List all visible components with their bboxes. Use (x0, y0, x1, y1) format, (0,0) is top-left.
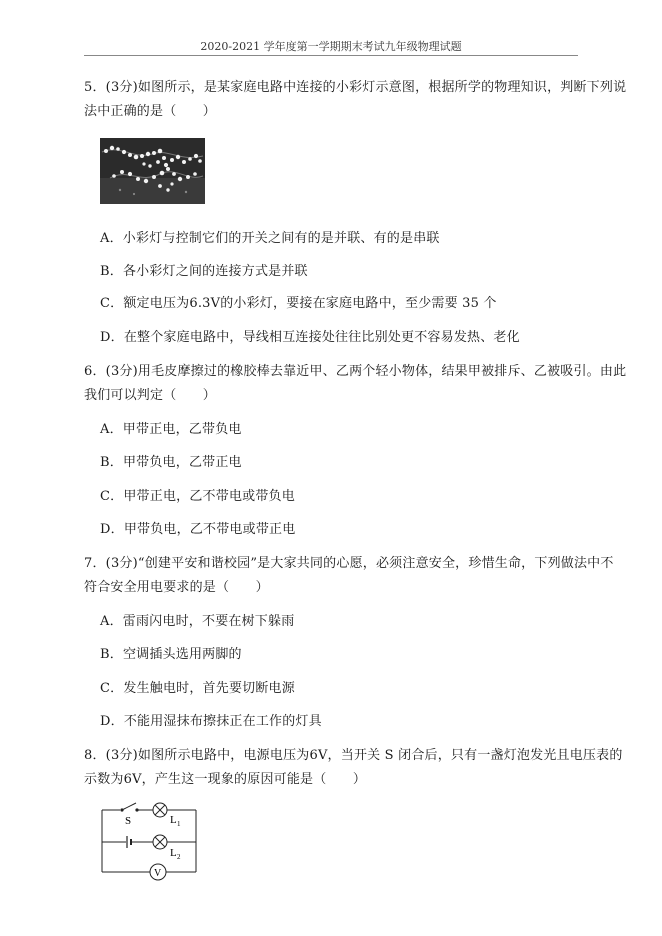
lamp-l2-subscript: 2 (177, 853, 181, 861)
switch-label: S (125, 815, 132, 827)
question-7-option-b: B．空调插头选用两脚的 (100, 647, 242, 662)
question-6-option-c: C．甲带正电，乙不带电或带负电 (100, 489, 295, 504)
question-5-stem-line1: 5．(3分)如图所示，是某家庭电路中连接的小彩灯示意图，根据所学的物理知识，判断下列说 (84, 80, 627, 95)
question-6-stem-line1: 6．(3分)用毛皮摩擦过的橡胶棒去靠近甲、乙两个轻小物体，结果甲被排斥、乙被吸引。由此 (84, 364, 627, 379)
question-6-option-b: B．甲带负电，乙带正电 (100, 455, 242, 470)
question-7-option-a: A．雷雨闪电时，不要在树下躲雨 (100, 614, 295, 629)
lamp-l1-subscript: 1 (177, 820, 181, 828)
question-8-stem-line1: 8．(3分)如图所示电路中，电源电压为6V，当开关 S 闭合后，只有一盏灯泡发光且电压表的 (84, 748, 623, 763)
question-5-option-b: B．各小彩灯之间的连接方式是并联 (100, 264, 308, 279)
question-6-option-d: D．甲带负电，乙不带电或带正电 (100, 522, 296, 537)
question-5-stem-line2: 法中正确的是（ ） (84, 104, 217, 119)
voltmeter-label: V (154, 868, 162, 879)
header-divider (84, 55, 578, 56)
question-5-option-d: D．在整个家庭电路中，导线相互连接处往往比别处更不容易发热、老化 (100, 330, 520, 345)
lamp-l2-label: L (170, 847, 177, 859)
page-header: 2020-2021 学年度第一学期期末考试九年级物理试题 (200, 40, 462, 53)
lamp-l2-icon (153, 835, 167, 849)
string-lights-photo (100, 138, 205, 204)
question-7-stem-line1: 7．(3分)“创建平安和谐校园”是大家共同的心愿，必须注意安全，珍惜生命，下列做法中不 (84, 556, 614, 571)
lamp-l1-icon (153, 803, 167, 817)
question-6-option-a: A．甲带正电，乙带负电 (100, 422, 242, 437)
switch-icon (120, 803, 138, 812)
question-7-stem-line2: 符合安全用电要求的是（ ） (84, 580, 269, 595)
question-5-option-c: C．额定电压为6.3V的小彩灯，要接在家庭电路中，至少需要 35 个 (100, 296, 497, 311)
question-7-option-d: D．不能用湿抹布擦抹正在工作的灯具 (100, 714, 322, 729)
question-8-stem-line2: 示数为6V，产生这一现象的原因可能是（ ） (84, 772, 367, 787)
circuit-diagram (96, 798, 206, 894)
question-7-option-c: C．发生触电时，首先要切断电源 (100, 681, 295, 696)
question-6-stem-line2: 我们可以判定（ ） (84, 388, 217, 403)
question-5-option-a: A．小彩灯与控制它们的开关之间有的是并联、有的是串联 (100, 231, 440, 246)
battery-icon (127, 836, 131, 848)
lamp-l1-label: L (170, 814, 177, 826)
